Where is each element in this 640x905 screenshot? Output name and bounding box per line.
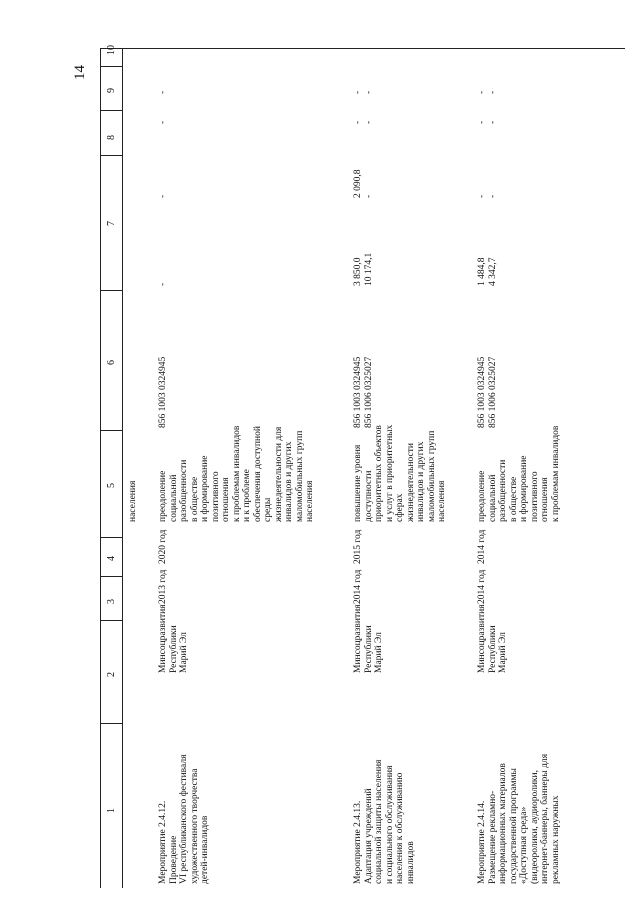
cell-line: рекламных наружных — [550, 795, 561, 884]
cell-col6 — [158, 357, 169, 428]
cell-line: 2013 год — [158, 569, 168, 604]
cell-col4 — [158, 530, 169, 564]
cell-line: Республики — [363, 625, 374, 673]
cell-col3 — [353, 570, 364, 604]
cell-col1 — [158, 755, 211, 884]
col-header-5: 5 — [106, 483, 117, 488]
cell-line: - — [353, 120, 363, 124]
cell-line: художественного творчества — [189, 768, 200, 884]
cell-line: 856 1003 0324945 — [477, 356, 487, 428]
cell-line: 2014 год — [477, 529, 487, 564]
cell-line: - — [158, 282, 168, 286]
col-divider — [100, 620, 122, 621]
cell-line: и формирование — [519, 455, 529, 522]
cell-line: маломобильных групп — [426, 430, 437, 522]
cell-line: Республики — [487, 625, 498, 673]
col-divider — [100, 110, 122, 111]
cell-line: 4 342,7 — [487, 257, 498, 286]
cell-line: Марий Эл — [374, 632, 384, 673]
cell-line: социальной — [168, 474, 179, 522]
cell-line: и к проблеме — [242, 469, 252, 522]
cell-line: и социального обслуживания — [384, 765, 395, 884]
cell-line: отношения — [540, 477, 550, 522]
cell-line: 856 1003 0324945 — [353, 356, 363, 428]
cell-line: разобщенности — [179, 459, 189, 522]
col-header-4: 4 — [106, 556, 117, 561]
cell-line: «Доступная среда» — [519, 806, 529, 884]
cell-line: приоритетных объектов — [374, 425, 384, 522]
cell-col5 — [477, 426, 561, 522]
cell-col8 — [477, 195, 498, 198]
cell-line: - — [477, 90, 487, 94]
col-header-2: 2 — [106, 672, 117, 677]
cell-line: - — [477, 120, 487, 124]
cell-col2 — [477, 604, 509, 673]
cell-col7 — [353, 253, 374, 286]
table-border-top — [100, 48, 625, 49]
cell-col7 — [158, 283, 169, 286]
cell-line: населения к обслуживанию — [395, 772, 405, 884]
cell-line: 856 1006 0325027 — [487, 356, 498, 428]
cell-col4 — [353, 530, 364, 564]
cell-line: преодоление — [158, 470, 168, 522]
cell-line: - — [487, 90, 498, 94]
cell-line: 856 1003 0324945 — [158, 356, 168, 428]
table-border-left — [100, 48, 101, 888]
cell-col8 — [353, 170, 374, 199]
cell-line: Адаптация учреждений — [363, 788, 374, 884]
cell-line: преодоление — [477, 470, 487, 522]
cell-line: информационных материалов — [498, 763, 508, 884]
cell-col8 — [158, 195, 169, 198]
col-divider — [100, 290, 122, 291]
cell-line: (видеоролики, аудиоролики, — [529, 769, 540, 884]
cell-line: - — [363, 120, 374, 124]
cell-col9 — [477, 121, 498, 124]
col-header-7: 7 — [106, 221, 117, 226]
cell-line: отношения — [221, 477, 231, 522]
cell-line: 3 850,0 — [353, 257, 363, 286]
col-header-9: 9 — [106, 88, 117, 93]
cell-col2 — [353, 604, 385, 673]
cell-line: жизнедеятельности — [405, 443, 416, 522]
cell-col3 — [477, 570, 488, 604]
col-divider — [100, 155, 122, 156]
cell-line: детей-инвалидов — [200, 815, 210, 884]
cell-line: инвалидов и других — [416, 441, 426, 522]
cell-line: инвалидов и других — [284, 441, 294, 522]
cell-line: 10 174,1 — [363, 252, 374, 286]
cell-line: и формирование — [200, 455, 210, 522]
cell-line: 2014 год — [477, 569, 487, 604]
cell-line: 2 090,8 — [353, 169, 363, 198]
col-divider — [100, 723, 122, 724]
cell-line: 2015 год — [353, 529, 363, 564]
cell-line: позитивного — [529, 471, 540, 522]
cell-line: позитивного — [210, 471, 221, 522]
cell-line: населения — [305, 480, 315, 522]
cell-col5-continued: населения — [128, 480, 138, 522]
cell-line: повышение уровня — [353, 444, 363, 522]
cell-line: доступности — [363, 470, 374, 522]
cell-line: Республики — [168, 625, 179, 673]
cell-col9 — [353, 121, 374, 124]
cell-line: разобщенности — [498, 459, 508, 522]
cell-line: интернет-баннеры, баннеры для — [540, 753, 550, 884]
cell-col6 — [477, 357, 498, 428]
col-header-3: 3 — [106, 599, 117, 604]
cell-line: VI республиканского фестиваля — [179, 754, 189, 884]
cell-line: - — [487, 120, 498, 124]
col-divider — [100, 66, 122, 67]
cell-col1 — [477, 754, 561, 884]
cell-line: обеспечения доступной — [252, 426, 263, 522]
cell-line: - — [158, 90, 168, 94]
cell-line: в обществе — [189, 476, 200, 522]
col-divider — [100, 430, 122, 431]
cell-line: Проведение — [168, 835, 179, 884]
cell-col6 — [353, 357, 374, 428]
page-number: 14 — [72, 65, 88, 80]
col-divider — [100, 537, 122, 538]
cell-col10 — [353, 91, 374, 94]
cell-line: Мероприятие 2.4.13. — [353, 800, 363, 884]
cell-line: социальной — [487, 474, 498, 522]
cell-col5 — [353, 425, 448, 522]
cell-line: Мероприятие 2.4.12. — [158, 800, 168, 884]
col-divider — [100, 576, 122, 577]
cell-line: 856 1006 0325027 — [363, 356, 374, 428]
cell-line: Размещение рекламно- — [487, 790, 498, 884]
cell-line: - — [353, 90, 363, 94]
cell-line: - — [363, 90, 374, 94]
cell-line: Марий Эл — [179, 632, 189, 673]
cell-line: инвалидов — [405, 841, 416, 884]
cell-line: государственной программы — [508, 768, 519, 884]
cell-line: среды — [263, 497, 273, 522]
cell-col3 — [158, 570, 169, 604]
col-header-10: 10 — [106, 45, 117, 55]
cell-line: 2014 год — [353, 569, 363, 604]
cell-line: - — [158, 120, 168, 124]
cell-line: сферах — [395, 493, 405, 522]
cell-col5 — [158, 426, 316, 522]
cell-line: - — [158, 194, 168, 198]
cell-line: Мероприятие 2.4.14. — [477, 800, 487, 884]
cell-line: 1 484,8 — [477, 257, 487, 286]
table-border-header — [122, 48, 123, 888]
cell-col4 — [477, 530, 488, 564]
cell-line: - — [363, 194, 374, 198]
cell-line: Минсоцразвития — [158, 604, 168, 673]
cell-line: социальной защиты населения — [374, 759, 384, 884]
cell-line: к проблемам инвалидов — [550, 425, 561, 522]
cell-line: к проблемам инвалидов — [231, 425, 242, 522]
col-header-6: 6 — [106, 360, 117, 365]
cell-line: маломобильных групп — [294, 430, 305, 522]
cell-col2 — [158, 604, 190, 673]
cell-line: жизнедеятельности для — [273, 426, 284, 522]
cell-line: и услуг в приоритетных — [384, 424, 395, 522]
cell-col10 — [158, 91, 169, 94]
cell-line: в обществе — [508, 476, 519, 522]
cell-line: Минсоцразвития — [353, 604, 363, 673]
cell-col1 — [353, 760, 416, 884]
cell-col7 — [477, 258, 498, 287]
cell-line: 2020 год — [158, 529, 168, 564]
cell-col10 — [477, 91, 498, 94]
col-header-8: 8 — [106, 135, 117, 140]
cell-line: - — [487, 194, 498, 198]
cell-line: - — [477, 194, 487, 198]
cell-line: населения — [437, 480, 447, 522]
col-header-1: 1 — [106, 808, 117, 813]
cell-line: Марий Эл — [498, 632, 508, 673]
cell-col9 — [158, 121, 169, 124]
cell-line: Минсоцразвития — [477, 604, 487, 673]
